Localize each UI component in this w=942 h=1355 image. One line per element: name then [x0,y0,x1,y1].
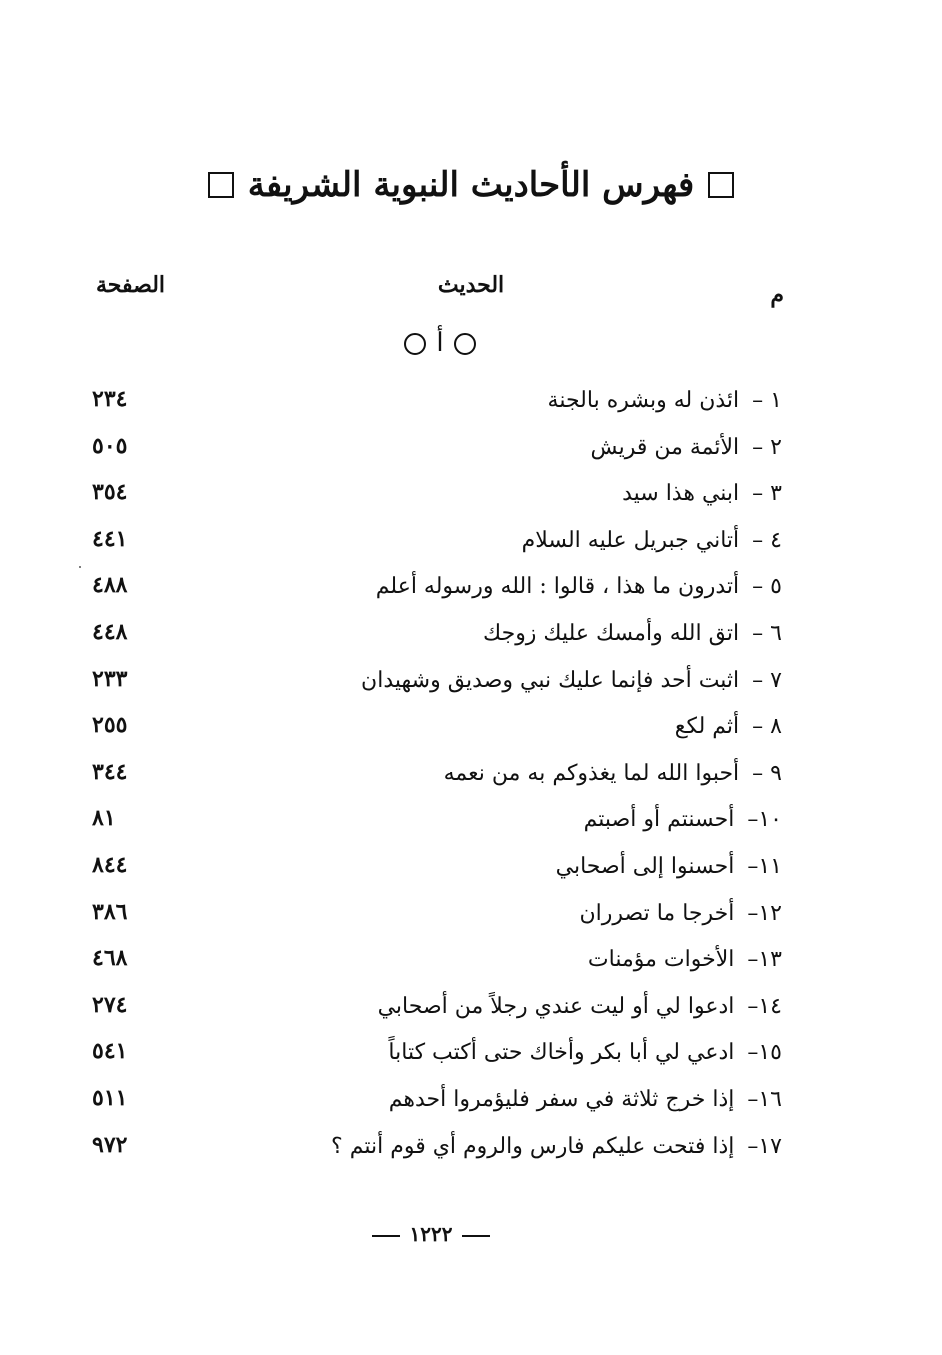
entry-text: أحبوا الله لما يغذوكم به من نعمه [443,760,740,786]
entry-text: ائذن له وبشره بالجنة [547,388,740,413]
entry-number: ٤ – [752,527,782,553]
entry-number: ١٧– [747,1133,782,1159]
list-item [0,1085,942,1132]
column-header-hadith: الحديث [437,272,505,298]
list-item [0,572,942,619]
entry-text: إذا فتحت عليكم فارس والروم أي قوم أنتم ؟ [331,1133,735,1159]
hadith-entry [378,994,782,1019]
entry-text: اتق الله وأمسك عليك زوجك [483,620,740,646]
entry-text: أتدرون ما هذا ، قالوا : الله ورسوله أعلم [375,574,740,600]
entry-text: إذا خرج ثلاثة في سفر فليؤمروا أحدهم [388,1086,735,1112]
list-item [0,992,942,1039]
entry-page-number: ٤٤٨ [92,618,128,645]
entry-page-number: ٥١١ [92,1084,128,1111]
hadith-entry [675,714,782,739]
entry-text: الأئمة من قريش [590,434,740,460]
entry-text: أحسنوا إلى أصحابي [555,853,735,879]
page-title-row [0,165,942,205]
entry-number: ٦ – [752,620,782,646]
list-item [0,1038,942,1085]
entry-page-number: ٢٣٤ [92,386,128,412]
entry-number: ٨ – [752,714,782,740]
entry-page-number: ٨٤٤ [92,851,128,878]
section-letter: أ [436,328,444,358]
entry-text: ادعي لي أبا بكر وأخاك حتى أكتب كتاباً [388,1040,735,1066]
entry-number: ٩ – [752,760,782,786]
entry-page-number: ٨١ [92,805,116,832]
entry-page-number: ٣٤٤ [92,758,128,785]
list-item [0,852,942,899]
entry-number: ٣ – [752,481,782,507]
list-item [0,619,942,666]
entry-number: ١٤– [747,993,782,1019]
hadith-entry [522,528,782,553]
entry-text: ادعوا لي أو ليت عندي رجلاً من أصحابي [377,993,735,1019]
hadith-entry [331,1134,782,1159]
hadith-entry [584,807,782,832]
entry-number: ٥ – [752,574,782,600]
list-item [0,945,942,992]
entry-number: ١٦– [747,1086,782,1112]
list-item [0,805,942,852]
list-item [0,759,942,806]
hadith-entry [444,761,782,786]
entry-page-number: ٢٥٥ [92,712,128,739]
entry-text: أحسنتم أو أصبتم [583,807,735,833]
hadith-entry [376,574,782,599]
entry-page-number: ٣٥٤ [92,479,128,506]
list-item [0,899,942,946]
section-heading [0,328,880,358]
entry-page-number: ٤٤١ [92,525,128,552]
entry-text: أثم لكع [674,714,740,740]
footer-dash [372,1235,400,1237]
hadith-entry [591,435,782,460]
entry-page-number: ٥٠٥ [92,432,128,459]
list-item [0,666,942,713]
page-footer [0,1222,862,1246]
page-title: فهرس الأحاديث النبوية الشريفة [247,165,695,205]
entry-page-number: ٣٨٦ [92,898,128,925]
entry-text: أخرجا ما تصرران [579,900,735,926]
hadith-entry [556,854,782,879]
entry-number: ١٠– [747,807,782,833]
square-ornament-icon [708,172,734,198]
column-header-page: الصفحة [96,272,166,298]
square-ornament-icon [208,172,234,198]
hadith-index-list [0,386,942,1178]
column-header-number: م [770,282,784,308]
entry-number: ١٥– [747,1040,782,1066]
hadith-entry [388,1040,782,1065]
hadith-entry [622,481,782,506]
entry-number: ٢ – [752,434,782,460]
list-item [0,526,942,573]
hadith-entry [548,388,782,413]
entry-text: اثبت أحد فإنما عليك نبي وصديق وشهيدان [361,667,740,693]
list-item [0,479,942,526]
circle-ornament-icon [454,333,476,355]
entry-page-number: ٢٣٣ [92,665,128,692]
hadith-entry [588,947,782,972]
entry-page-number: ٢٧٤ [92,991,128,1018]
entry-page-number: ٤٨٨ [92,572,128,599]
entry-page-number: ٥٤١ [92,1038,128,1065]
entry-number: ١ – [752,388,782,413]
hadith-entry [389,1087,782,1112]
list-item [0,712,942,759]
entry-number: ١٢– [747,900,782,926]
entry-page-number: ٩٧٢ [92,1131,128,1158]
entry-text: ابني هذا سيد [622,481,740,507]
entry-page-number: ٤٦٨ [92,945,128,972]
list-item [0,386,942,433]
list-item [0,1132,942,1179]
list-item [0,433,942,480]
footer-dash [462,1235,490,1237]
hadith-entry [361,668,782,693]
footer-page-number: ١٢٢٢ [409,1222,453,1246]
entry-number: ١٣– [747,947,782,973]
entry-number: ١١– [747,853,782,879]
hadith-entry [483,621,782,646]
hadith-entry [580,901,783,926]
entry-text: أتاني جبريل عليه السلام [521,527,740,553]
entry-text: الأخوات مؤمنات [587,947,735,973]
circle-ornament-icon [404,333,426,355]
entry-number: ٧ – [752,667,782,693]
scan-speck [79,566,81,568]
